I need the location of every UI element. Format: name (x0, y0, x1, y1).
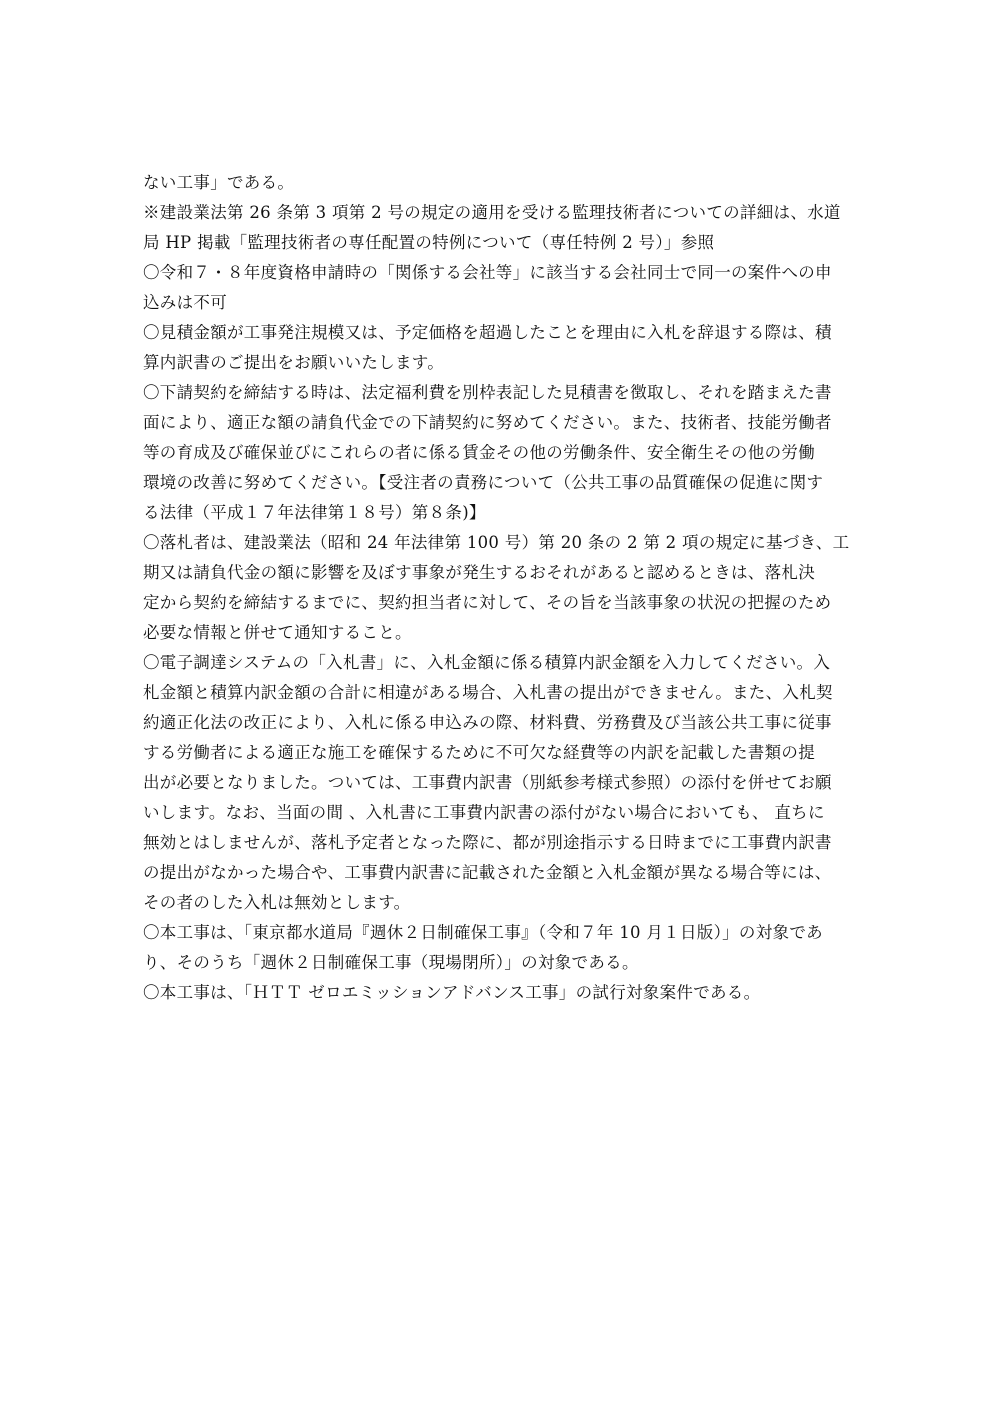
text-line: 定から契約を締結するまでに、契約担当者に対して、その旨を当該事象の状況の把握のため (143, 593, 832, 612)
text-line: 込みは不可 (143, 293, 227, 312)
text-line: 〇見積金額が工事発注規模又は、予定価格を超過したことを理由に入札を辞退する際は、積 (143, 323, 832, 342)
text-line: ※建設業法第 26 条第 3 項第 2 号の規定の適用を受ける監理技術者についての詳細は、水道 (143, 203, 841, 222)
text-line: 環境の改善に努めてください。【受注者の責務について（公共工事の品質確保の促進に関す (143, 473, 824, 492)
text-line: 期又は請負代金の額に影響を及ぼす事象が発生するおそれがあると認めるときは、落札決 (143, 563, 815, 582)
text-line: る法律（平成１７年法律第１８号）第８条)】 (143, 503, 486, 522)
text-line: 札金額と積算内訳金額の合計に相違がある場合、入札書の提出ができません。また、入札契 (143, 683, 833, 702)
text-line: 〇電子調達システムの「入札書」に、入札金額に係る積算内訳金額を入力してください。入 (143, 653, 831, 672)
text-line: その者のした入札は無効とします。 (143, 893, 411, 912)
text-line: 〇本工事は、「ＨＴＴ ゼロエミッションアドバンス工事」の試行対象案件である。 (143, 983, 761, 1002)
text-line: 無効とはしませんが、落札予定者となった際に、都が別途指示する日時までに工事費内訳書 (143, 833, 832, 852)
text-line: 約適正化法の改正により、入札に係る申込みの際、材料費、労務費及び当該公共工事に従事 (143, 713, 832, 732)
text-line: ない工事」である。 (143, 173, 295, 192)
text-line: の提出がなかった場合や、工事費内訳書に記載された金額と入札金額が異なる場合等には、 (143, 863, 832, 882)
text-line: 面により、適正な額の請負代金での下請契約に努めてください。また、技術者、技能労働者 (143, 413, 832, 432)
text-line: 〇本工事は、「東京都水道局『週休２日制確保工事』（令和７年 10 月１日版）」の対象であ (143, 923, 823, 942)
text-line: いします。なお、当面の間 、入札書に工事費内訳書の添付がない場合においても、 直ちに (143, 803, 825, 822)
text-line: 必要な情報と併せて通知すること。 (143, 623, 412, 642)
text-line: 等の育成及び確保並びにこれらの者に係る賃金その他の労働条件、安全衛生その他の労働 (143, 443, 815, 462)
text-line: り、そのうち「週休２日制確保工事（現場閉所）」の対象である。 (143, 953, 639, 972)
text-line: 〇落札者は、建設業法（昭和 24 年法律第 100 号）第 20 条の 2 第 2 項の規定に基づき、工 (143, 533, 850, 552)
text-line: 出が必要となりました。ついては、工事費内訳書（別紙参考様式参照）の添付を併せてお願 (143, 773, 832, 792)
text-line: 〇下請契約を締結する時は、法定福利費を別枠表記した見積書を徴取し、それを踏まえた書 (143, 383, 832, 402)
text-line: 算内訳書のご提出をお願いいたします。 (143, 353, 445, 372)
text-line: 局 HP 掲載「監理技術者の専任配置の特例について（専任特例 2 号）」参照 (143, 233, 715, 252)
text-line: 〇令和７・８年度資格申請時の「関係する会社等」に該当する会社同士で同一の案件への申 (143, 263, 832, 282)
text-line: する労働者による適正な施工を確保するために不可欠な経費等の内訳を記載した書類の提 (143, 743, 815, 762)
